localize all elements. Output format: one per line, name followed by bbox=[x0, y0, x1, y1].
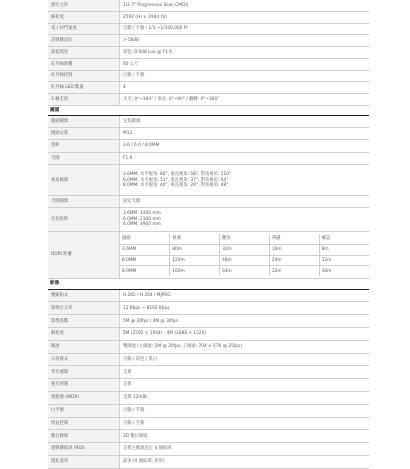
dori-cell-value: 64m bbox=[220, 266, 270, 276]
spec-value: 彩色: 0.008 Lux @ F1.6 bbox=[120, 47, 370, 59]
spec-value: 80 公尺 bbox=[120, 58, 370, 70]
spec-value: 定焦鏡頭 bbox=[120, 116, 370, 128]
dori-cell-value: 120m bbox=[170, 255, 220, 266]
spec-label: 鏡頭種類 bbox=[48, 116, 120, 128]
spec-row bbox=[48, 328, 369, 341]
dori-cell-value: 8.0MM bbox=[120, 266, 170, 276]
spec-value: 自動 / 手動 bbox=[120, 70, 370, 82]
dori-header: 觀察 bbox=[220, 234, 270, 244]
dori-cell-value: 32m bbox=[269, 266, 319, 276]
spec-label: 紅外線 LED 數量 bbox=[48, 82, 120, 94]
spec-value: 3D 數位降噪 bbox=[120, 430, 370, 443]
spec-label: 影像位元率 bbox=[48, 302, 120, 315]
dori-cell-value: 32m bbox=[220, 244, 270, 255]
section-header-video bbox=[48, 279, 369, 289]
spec-label: 壓縮格式 bbox=[48, 289, 120, 302]
spec-value: 5M @ 20fps / 4M @ 30fps bbox=[120, 315, 370, 328]
spec-value: 水平: 0°~360° / 垂直: 0°~90° / 翻轉: 0°~360° bbox=[120, 94, 370, 106]
spec-row bbox=[48, 366, 369, 379]
spec-value: 支援 120dB bbox=[120, 391, 370, 404]
dori-cell-value: 80m bbox=[170, 244, 220, 255]
dori-cell-value: 8m bbox=[319, 244, 369, 255]
spec-value: 2592 (H) × 1944 (V) bbox=[120, 11, 370, 23]
dori-cell-value: 24m bbox=[269, 255, 319, 266]
spec-label: 影像張數 bbox=[48, 315, 120, 328]
spec-table bbox=[48, 0, 369, 469]
spec-label: 日夜模式 bbox=[48, 353, 120, 366]
dori-cell-value: 6.0MM bbox=[120, 255, 170, 266]
spec-label: 白平衡 bbox=[48, 404, 120, 417]
spec-value: 4 bbox=[120, 82, 370, 94]
spec-label: 解析度 bbox=[48, 328, 120, 341]
spec-row bbox=[48, 94, 369, 106]
spec-label: 近拍焦距 bbox=[48, 207, 120, 231]
spec-value: > 56dB bbox=[120, 35, 370, 47]
dori-header: 偵測 bbox=[170, 234, 220, 244]
near-focus-line: 8.0MM: 4900 mm bbox=[123, 222, 161, 228]
spec-label: 背光補償 bbox=[48, 366, 120, 379]
spec-row bbox=[48, 443, 369, 456]
spec-row bbox=[48, 11, 369, 23]
spec-row-view-angle bbox=[48, 165, 369, 196]
view-angle-values bbox=[120, 165, 370, 196]
spec-row bbox=[48, 302, 369, 315]
spec-row bbox=[48, 139, 369, 152]
spec-row bbox=[48, 430, 369, 443]
dori-row bbox=[120, 266, 369, 276]
dori-header-row bbox=[120, 234, 369, 244]
spec-label: 3 軸支架 bbox=[48, 94, 120, 106]
spec-row bbox=[48, 455, 369, 468]
spec-row bbox=[48, 116, 369, 128]
spec-value: 3.6 / 6.0 / 8.0MM bbox=[120, 139, 370, 152]
spec-row bbox=[48, 340, 369, 353]
spec-value: 12 Kbps ~ 8192 Kbps bbox=[120, 302, 370, 315]
spec-value: F1.6 bbox=[120, 152, 370, 165]
dori-cell bbox=[120, 231, 370, 279]
spec-row bbox=[48, 58, 369, 70]
dori-cell-value: 12m bbox=[319, 255, 369, 266]
spec-row bbox=[48, 23, 369, 35]
section-header-lens bbox=[48, 106, 369, 116]
dori-cell-value: 48m bbox=[220, 255, 270, 266]
spec-row bbox=[48, 47, 369, 59]
spec-label: 最低照度 bbox=[48, 47, 120, 59]
dori-header: 鏡頭 bbox=[120, 234, 170, 244]
spec-label: 電子快門速度 bbox=[48, 23, 120, 35]
spec-value: 自動 / 手動 bbox=[120, 417, 370, 430]
spec-row bbox=[48, 70, 369, 82]
spec-value: 5M (2592 × 1944) - 4M (2688 × 1520) bbox=[120, 328, 370, 341]
view-angle-line: 3.6MM: 水平視角: 84°, 垂直視角: 58°, 對角視角: 110° bbox=[123, 172, 232, 178]
view-angle-line: 6.0MM: 水平視角: 51°, 垂直視角: 37°, 對角視角: 64° bbox=[123, 177, 229, 183]
spec-label: DORI 距離 bbox=[48, 231, 120, 279]
spec-label: 紅外線距離 bbox=[48, 58, 120, 70]
spec-label: 寬動態 (WDR) bbox=[48, 391, 120, 404]
spec-label: 感光元件 bbox=[48, 0, 120, 11]
spec-row-dori bbox=[48, 231, 369, 279]
spec-row-near-focus bbox=[48, 207, 369, 231]
spec-label: 增益控制 bbox=[48, 417, 120, 430]
spec-value: M12 bbox=[120, 128, 370, 140]
spec-label: 強光抑制 bbox=[48, 379, 120, 392]
spec-row bbox=[48, 128, 369, 140]
spec-label: 焦距 bbox=[48, 139, 120, 152]
spec-value: 自動 / 彩色 / 黑白 bbox=[120, 353, 370, 366]
spec-value: 1/2.7" Progressive Scan CMOS bbox=[120, 0, 370, 11]
section-title: 影像 bbox=[48, 279, 369, 289]
dori-cell-value: 16m bbox=[319, 266, 369, 276]
spec-label: 訊號雜訊比 bbox=[48, 35, 120, 47]
spec-row bbox=[48, 289, 369, 302]
near-focus-line: 3.6MM: 1400 mm bbox=[123, 211, 161, 217]
spec-label: 數位降噪 bbox=[48, 430, 120, 443]
spec-value: 固定光圈 bbox=[120, 196, 370, 208]
spec-row bbox=[48, 379, 369, 392]
spec-value: 支援 bbox=[120, 379, 370, 392]
spec-row bbox=[48, 196, 369, 208]
spec-row bbox=[48, 353, 369, 366]
spec-row bbox=[48, 82, 369, 94]
spec-label: 解析度 bbox=[48, 11, 120, 23]
dori-cell-value: 16m bbox=[269, 244, 319, 255]
dori-cell-value: 160m bbox=[170, 266, 220, 276]
spec-row bbox=[48, 152, 369, 165]
view-angle-line: 8.0MM: 水平視角: 40°, 垂直視角: 29°, 對角視角: 48° bbox=[123, 182, 229, 188]
spec-value: H.265 / H.264 / MJPEG bbox=[120, 289, 370, 302]
spec-value: 自動 / 手動 / 1/3 ~1/100,000 秒 bbox=[120, 23, 370, 35]
spec-label: 光圈 bbox=[48, 152, 120, 165]
dori-row bbox=[120, 244, 369, 255]
spec-label: 鏡頭安裝 bbox=[48, 128, 120, 140]
spec-row bbox=[48, 315, 369, 328]
spec-value: 最多 (4 個區域, 矩形) bbox=[120, 455, 370, 468]
spec-row bbox=[48, 391, 369, 404]
section-title: 鏡頭 bbox=[48, 106, 369, 116]
spec-row bbox=[48, 35, 369, 47]
spec-row bbox=[48, 0, 369, 11]
spec-label: 視角範圍 bbox=[48, 165, 120, 196]
dori-row bbox=[120, 255, 369, 266]
spec-value: 自動 / 手動 bbox=[120, 404, 370, 417]
near-focus-values bbox=[120, 207, 370, 231]
spec-label: 隱私遮罩 bbox=[48, 455, 120, 468]
spec-value: 支援主碼流設定 4 個區域 bbox=[120, 443, 370, 456]
spec-label: 碼流 bbox=[48, 340, 120, 353]
spec-value: 雙碼流 (主碼流: 5M @ 20fps, 子碼流: 704 × 576 @ 25fps) bbox=[120, 340, 370, 353]
spec-label: 光圈種類 bbox=[48, 196, 120, 208]
spec-label: 紅外線控制 bbox=[48, 70, 120, 82]
dori-cell-value: 3.6MM bbox=[120, 244, 170, 255]
spec-value: 支援 bbox=[120, 366, 370, 379]
dori-table bbox=[120, 234, 369, 277]
spec-sheet bbox=[48, 0, 369, 469]
dori-header: 確認 bbox=[319, 234, 369, 244]
spec-row bbox=[48, 404, 369, 417]
near-focus-line: 6.0MM: 2100 mm bbox=[123, 216, 161, 222]
spec-row bbox=[48, 417, 369, 430]
spec-label: 感興趣區域 (ROI) bbox=[48, 443, 120, 456]
dori-header: 辨識 bbox=[269, 234, 319, 244]
